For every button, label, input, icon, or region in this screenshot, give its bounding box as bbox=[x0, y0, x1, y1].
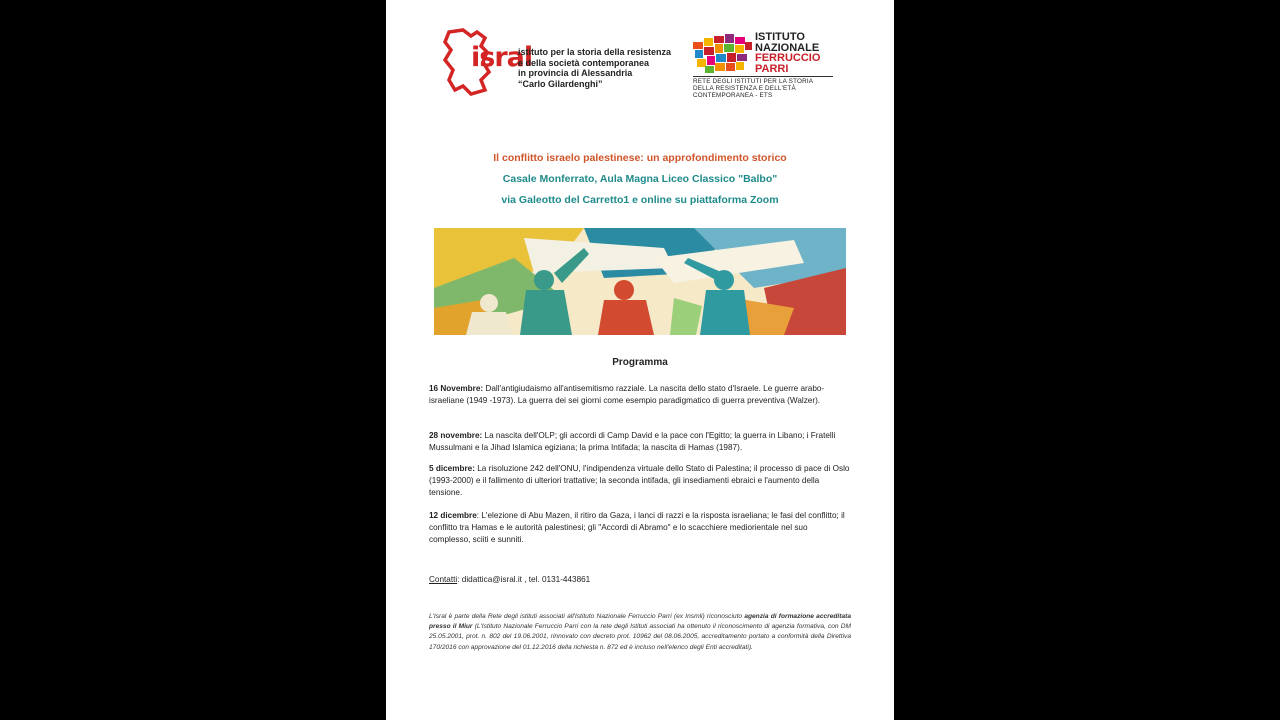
isral-line-1: istituto per la storia della resistenza bbox=[518, 47, 672, 57]
protest-banner-image bbox=[434, 228, 846, 335]
session-2-date: 28 novembre: bbox=[429, 431, 483, 440]
parri-subtitle bbox=[693, 78, 813, 99]
isral-wordmark: isral bbox=[471, 42, 533, 73]
session-2-text: La nascita dell'OLP; gli accordi di Camp David e la pace con l'Egitto; la guerra in Libano; i Fratelli Mussulmani e la Jihad Islamica egiziana; la prima Intifada; la nascita di Hamas (1987). bbox=[429, 431, 836, 452]
event-location: Casale Monferrato, Aula Magna Liceo Classico "Balbo" bbox=[502, 173, 778, 185]
session-3 bbox=[429, 463, 851, 499]
isral-line-2: e della società contemporanea bbox=[518, 57, 650, 68]
parri-sub-line-3: CONTEMPORANEA - ETS bbox=[693, 92, 773, 99]
session-4-date: 12 dicembre bbox=[429, 511, 477, 520]
isral-description bbox=[518, 47, 671, 89]
footer-bold: agenzia di formazione accreditata presso il Miur bbox=[429, 613, 851, 631]
parri-title-line-1: ISTITUTO bbox=[755, 31, 805, 43]
contacts-value[interactable]: : didattica@isral.it , tel. 0131-443861 bbox=[457, 575, 591, 584]
document-page bbox=[386, 0, 894, 720]
parri-divider bbox=[693, 76, 833, 77]
contacts-label: Contatti bbox=[429, 575, 458, 584]
parri-title bbox=[755, 32, 820, 74]
parri-sub-line-2: DELLA RESISTENZA E DELL'ETÀ bbox=[693, 85, 796, 92]
footer-note bbox=[429, 612, 851, 653]
session-4-text: : L'elezione di Abu Mazen, il ritiro da Gaza, i lanci di razzi e la risposta israeliana; le fasi del conflitto; il conflitto tra Hamas e le autorità palestinesi; gli "Accordi di Abramo" e lo scacchiere mediorientale nel suo complesso, sciiti e sunniti. bbox=[429, 511, 845, 544]
session-1 bbox=[429, 383, 851, 407]
parri-title-line-4: PARRI bbox=[755, 62, 789, 75]
event-title: Il conflitto israelo palestinese: un approfondimento storico bbox=[493, 152, 787, 164]
footer-part-2: (L'Istituto Nazionale Ferruccio Parri con la rete degli Istituti associati ha ottenuto il riconoscimento di agenzia formativa, con DM 25.05.2001, prot. n. 802 del 19.06.2001, rinnovato con decreto prot. 10962 del 08.06.2005, accreditamento portato a conformità della Direttiva 170/2016 con approvazione del 01.12.2016 della richiesta n. 872 ed è incluso nell'elenco degli Enti accreditati). bbox=[429, 623, 851, 651]
session-3-date: 5 dicembre: bbox=[429, 464, 475, 473]
session-2 bbox=[429, 430, 851, 454]
isral-line-4: “Carlo Gilardenghi” bbox=[518, 78, 603, 89]
parri-logo bbox=[691, 32, 841, 112]
isral-line-3: in provincia di Alessandria bbox=[518, 68, 633, 78]
session-1-date: 16 Novembre: bbox=[429, 384, 484, 393]
footer-part-1: L'Isral è parte della Rete degli istituti associati all'Istituto Nazionale Ferruccio Parri (ex Insmli) riconosciuto bbox=[429, 613, 745, 620]
session-3-text: La risoluzione 242 dell'ONU, l'indipendenza virtuale dello Stato di Palestina; il processo di pace di Oslo (1993-2000) e il fallimento di ulteriori trattative; la seconda intifada, gli insediamenti ebraici e l'aumento della tensione. bbox=[429, 464, 850, 497]
parri-title-line-2: NAZIONALE bbox=[755, 41, 820, 54]
event-address: via Galeotto del Carretto1 e online su piattaforma Zoom bbox=[501, 194, 779, 206]
parri-title-line-3: FERRUCCIO bbox=[755, 52, 821, 64]
programma-heading: Programma bbox=[612, 357, 668, 368]
isral-logo bbox=[441, 28, 681, 98]
parri-mosaic-icon bbox=[693, 34, 753, 74]
session-4 bbox=[429, 510, 851, 546]
contacts bbox=[429, 575, 590, 584]
session-1-text: Dall'antigiudaismo all'antisemitismo razziale. La nascita dello stato d'Israele. Le guerre arabo- israeliane (1949 -1973). La guerra dei sei giorni come esempio paradigmatico di guerra preventiva (Walzer). bbox=[429, 384, 825, 405]
parri-sub-line-1: RETE DEGLI ISTITUTI PER LA STORIA bbox=[693, 78, 814, 85]
